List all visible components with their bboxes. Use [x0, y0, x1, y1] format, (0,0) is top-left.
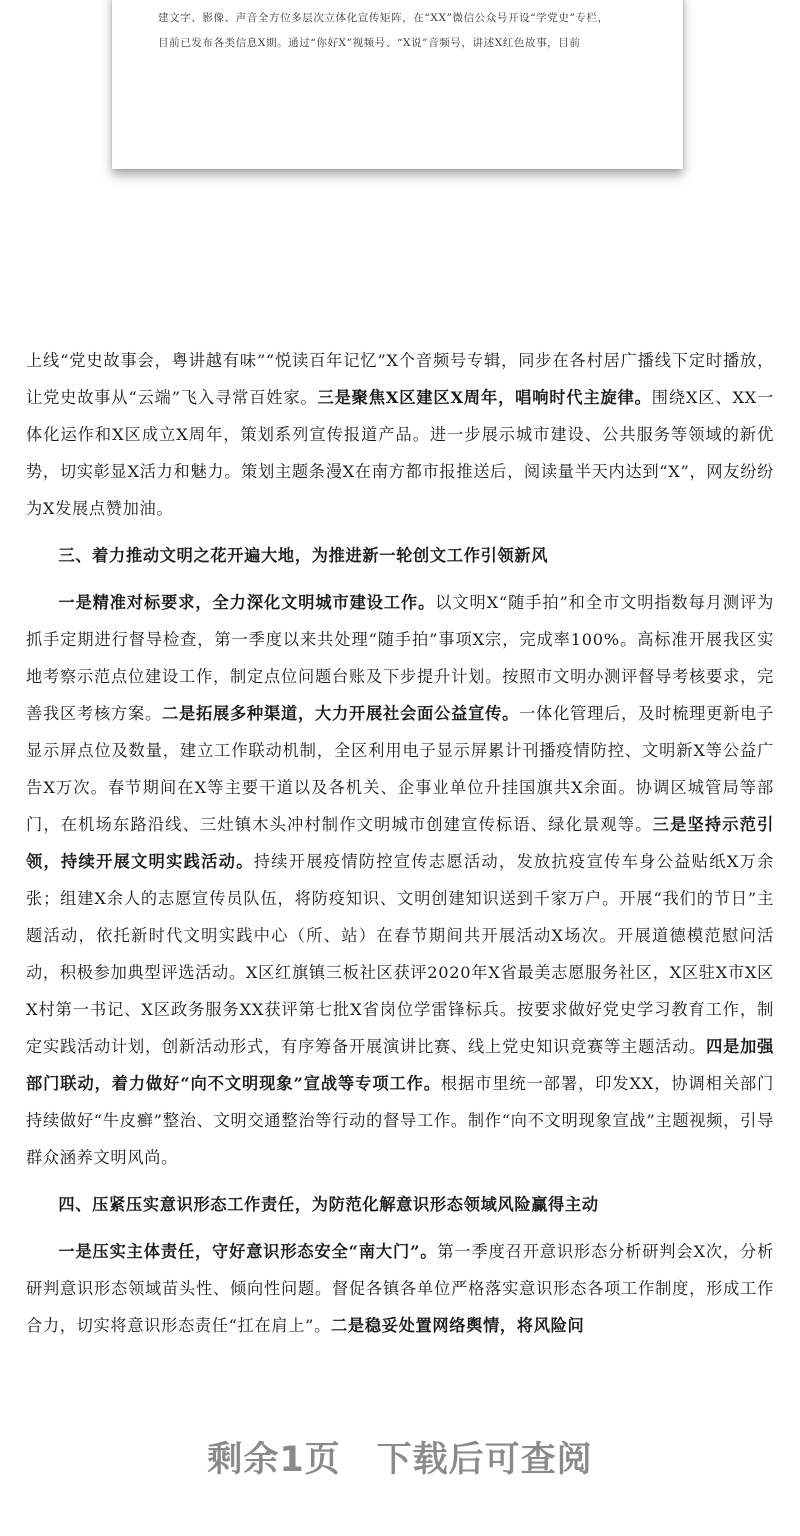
paragraph: 一是精准对标要求，全力深化文明城市建设工作。以文明X“随手拍”和全市文明指数每月测评为抓手定期进行督导检查，第一季度以来共处理“随手拍”事项X宗，完成率100%。高标准开展我区实地考察示范点位建设工作，制定点位问题台账及下步提升计划。按照市文明办测评督导考核要求，完善我区考核方案。二是拓展多种渠道，大力开展社会面公益宣传。一体化管理后，及时梳理更新电子显示屏点位及数量，建立工作联动机制，全区利用电子显示屏累计刊播疫情防控、文明新X等公益广告X万次。春节期间在X等主要干道以及各机关、企事业单位升挂国旗共X余面。协调区城管局等部门，在机场东路沿线、三灶镇木头冲村制作文明城市创建宣传标语、绿化景观等。三是坚持示范引领，持续开展文明实践活动。持续开展疫情防控宣传志愿活动，发放抗疫宣传车身公益贴纸X万余张；组建X余人的志愿宣传员队伍，将防疫知识、文明创建知识送到千家万户。开展“我们的节日”主题活动，依托新时代文明实践中心（所、站）在春节期间共开展活动X场次。开展道德模范慰问活动，积极参加典型评选活动。X区红旗镇三板社区获评2020年X省最美志愿服务社区，X区驻X市X区X村第一书记、X区政务服务XX获评第七批X省岗位学雷锋标兵。按要求做好党史学习教育工作，制定实践活动计划，创新活动形式，有序筹备开展演讲比赛、线上党史知识竞赛等主题活动。四是加强部门联动，着力做好“向不文明现象”宣战等专项工作。根据市里统一部署，印发XX，协调相关部门持续做好“牛皮癣”整治、文明交通整治等行动的督导工作。制作“向不文明现象宣战”主题视频，引导群众涵养文明风尚。 — [26, 593, 775, 1167]
section-heading: 三、着力推动文明之花开遍大地，为推进新一轮创文工作引领新风 — [58, 546, 549, 565]
section-heading: 四、压紧压实意识形态工作责任，为防范化解意识形态领域风险赢得主动 — [58, 1195, 599, 1214]
download-prompt-text[interactable]: 剩余1页 下载后可查阅 — [207, 1440, 593, 1480]
document-body — [26, 342, 774, 1344]
paragraph: 一是压实主体责任，守好意识形态安全“南大门”。第一季度召开意识形态分析研判会X次，分析研判意识形态领域苗头性、倾向性问题。督促各镇各单位严格落实意识形态各项工作制度，形成工作合力，切实将意识形态责任“扛在肩上”。二是稳妥处置网络舆情，将风险问 — [26, 1242, 774, 1335]
preview-text-line: 目前已发布各类信息X期。通过“你好X”视频号、“X说”音频号，讲述X红色故事，目前 — [158, 37, 581, 49]
download-prompt-bar[interactable] — [0, 1420, 800, 1500]
document-preview-card — [112, 0, 683, 169]
paragraph: 上线“党史故事会，粤讲越有味”“悦读百年记忆”X个音频号专辑，同步在各村居广播线下定时播放，让党史故事从“云端”飞入寻常百姓家。三是聚焦X区建区X周年，唱响时代主旋律。围绕X区、XX一体化运作和X区成立X周年，策划系列宣传报道产品。进一步展示城市建设、公共服务等领域的新优势，切实彰显X活力和魅力。策划主题条漫X在南方都市报推送后，阅读量半天内达到“X”，网友纷纷为X发展点赞加油。 — [26, 351, 774, 518]
preview-text-line: 建文字、影像、声音全方位多层次立体化宣传矩阵，在“XX”微信公众号开设“学党史”专栏， — [158, 12, 609, 24]
